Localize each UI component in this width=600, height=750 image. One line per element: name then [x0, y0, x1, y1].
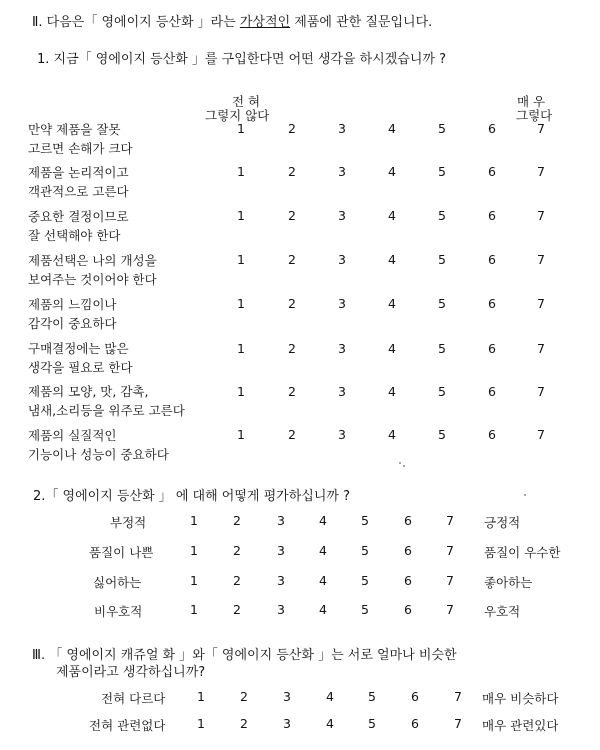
item-text-line2: 보여주는 것이어야 한다: [28, 272, 157, 287]
scale-option-3[interactable]: 3: [277, 543, 285, 558]
scale-option-3[interactable]: 3: [338, 164, 346, 179]
scale-option-6[interactable]: 6: [488, 208, 496, 223]
scale-option-3[interactable]: 3: [338, 296, 346, 311]
scale-option-6[interactable]: 6: [488, 341, 496, 356]
section2-intro-after: 제품에 관한 질문입니다.: [294, 15, 433, 30]
scale-option-3[interactable]: 3: [277, 602, 285, 617]
scale-option-3[interactable]: 3: [283, 689, 291, 704]
section3-question-line1: 「 영에이지 캐쥬얼 화 」와「 영에이지 등산화 」는 서로 얼마나 비슷한: [49, 648, 457, 663]
scale-option-1[interactable]: 1: [237, 252, 245, 267]
left-anchor: 싫어하는: [93, 575, 142, 590]
scale-option-3[interactable]: 3: [338, 341, 346, 356]
scale-option-2[interactable]: 2: [233, 543, 241, 558]
right-anchor: 매우 비슷하다: [482, 691, 559, 706]
scale-option-6[interactable]: 6: [488, 121, 496, 136]
scale-option-1[interactable]: 1: [190, 602, 198, 617]
section2-numeral: Ⅱ.: [32, 15, 43, 30]
scale-option-2[interactable]: 2: [288, 208, 296, 223]
scale-option-5[interactable]: 5: [438, 384, 446, 399]
scan-speck: [403, 465, 405, 467]
section2-header: [32, 11, 432, 30]
scale-option-3[interactable]: 3: [338, 252, 346, 267]
scale-option-5[interactable]: 5: [438, 121, 446, 136]
scale-option-5[interactable]: 5: [438, 427, 446, 442]
right-anchor: 매우 관련있다: [482, 718, 559, 733]
scale-option-7[interactable]: 7: [454, 716, 462, 731]
scale-option-5[interactable]: 5: [361, 602, 369, 617]
scale-option-4[interactable]: 4: [388, 341, 396, 356]
scale-option-1[interactable]: 1: [237, 121, 245, 136]
scan-speck: [524, 494, 526, 496]
scale-option-4[interactable]: 4: [388, 384, 396, 399]
scale-option-1[interactable]: 1: [237, 341, 245, 356]
item-text-line2: 감각이 중요하다: [28, 316, 117, 331]
left-anchor: 비우호적: [94, 604, 143, 619]
item-text-line2: 냄새,소리등을 위주로 고른다: [28, 403, 185, 418]
question-1: 1. 지금「 영에이지 등산화 」를 구입한다면 어떤 생각을 하시겠습니까 ?: [37, 52, 447, 67]
scale-option-3[interactable]: 3: [283, 716, 291, 731]
scale-option-6[interactable]: 6: [404, 573, 412, 588]
left-anchor: 전혀 다르다: [101, 691, 166, 706]
scale-option-3[interactable]: 3: [338, 208, 346, 223]
scale-option-5[interactable]: 5: [438, 164, 446, 179]
scale-option-1[interactable]: 1: [237, 164, 245, 179]
scale-option-2[interactable]: 2: [288, 252, 296, 267]
scale-option-6[interactable]: 6: [411, 689, 419, 704]
item-text-line1: 제품의 느낌이나: [28, 297, 117, 312]
scale-right-label-1: 매 우: [517, 94, 546, 109]
scale-option-2[interactable]: 2: [288, 384, 296, 399]
item-text-line1: 만약 제품을 잘못: [28, 122, 121, 137]
scale-option-2[interactable]: 2: [288, 427, 296, 442]
scale-left-label-1: 전 혀: [232, 94, 261, 109]
item-text-line1: 구매결정에는 많은: [28, 341, 129, 356]
scale-option-7[interactable]: 7: [537, 121, 545, 136]
section2-intro-before: 다음은「 영에이지 등산화 」라는: [46, 15, 236, 30]
scale-option-6[interactable]: 6: [411, 716, 419, 731]
item-text-line1: 제품의 모양, 맛, 감촉,: [28, 384, 149, 399]
scale-option-2[interactable]: 2: [240, 689, 248, 704]
scale-option-6[interactable]: 6: [488, 296, 496, 311]
scale-option-7[interactable]: 7: [537, 296, 545, 311]
scale-option-5[interactable]: 5: [438, 296, 446, 311]
scale-option-2[interactable]: 2: [288, 121, 296, 136]
scale-option-4[interactable]: 4: [388, 121, 396, 136]
item-text-line2: 생각을 필요로 한다: [28, 360, 133, 375]
scale-option-4[interactable]: 4: [388, 252, 396, 267]
right-anchor: 품질이 우수한: [484, 545, 561, 560]
scale-option-7[interactable]: 7: [537, 252, 545, 267]
scale-option-4[interactable]: 4: [319, 573, 327, 588]
scale-option-7[interactable]: 7: [446, 573, 454, 588]
item-text-line2: 고르면 손해가 크다: [28, 141, 133, 156]
scale-option-1[interactable]: 1: [237, 296, 245, 311]
scale-option-3[interactable]: 3: [338, 427, 346, 442]
scale-option-2[interactable]: 2: [240, 716, 248, 731]
left-anchor: 품질이 나쁜: [89, 545, 154, 560]
scale-option-4[interactable]: 4: [388, 208, 396, 223]
left-anchor: 전혀 관련없다: [89, 718, 166, 733]
scale-option-1[interactable]: 1: [190, 573, 198, 588]
scan-speck: [399, 462, 401, 464]
item-text-line1: 제품선택은 나의 개성을: [28, 253, 157, 268]
scale-option-6[interactable]: 6: [488, 252, 496, 267]
scale-option-2[interactable]: 2: [233, 573, 241, 588]
scale-option-6[interactable]: 6: [404, 543, 412, 558]
scale-option-5[interactable]: 5: [438, 341, 446, 356]
scale-option-6[interactable]: 6: [488, 384, 496, 399]
scale-option-4[interactable]: 4: [319, 513, 327, 528]
scale-option-5[interactable]: 5: [438, 252, 446, 267]
scale-option-4[interactable]: 4: [319, 602, 327, 617]
right-anchor: 긍정적: [484, 515, 521, 530]
scale-option-1[interactable]: 1: [190, 543, 198, 558]
item-text-line1: 제품을 논리적이고: [28, 165, 129, 180]
scale-option-7[interactable]: 7: [537, 208, 545, 223]
right-anchor: 우호적: [484, 604, 521, 619]
section2-intro-underlined: 가상적인: [239, 15, 291, 30]
scale-option-1[interactable]: 1: [197, 689, 205, 704]
scale-right-label-2: 그렇다: [516, 108, 553, 123]
scale-option-3[interactable]: 3: [338, 384, 346, 399]
scale-option-5[interactable]: 5: [361, 543, 369, 558]
scale-option-2[interactable]: 2: [233, 513, 241, 528]
section3-question-line2: 제품이라고 생각하십니까?: [56, 665, 206, 680]
scale-option-7[interactable]: 7: [537, 164, 545, 179]
scale-option-7[interactable]: 7: [537, 341, 545, 356]
scale-option-3[interactable]: 3: [277, 573, 285, 588]
scale-option-2[interactable]: 2: [288, 341, 296, 356]
scale-option-1[interactable]: 1: [237, 208, 245, 223]
scale-option-6[interactable]: 6: [404, 602, 412, 617]
scale-option-4[interactable]: 4: [319, 543, 327, 558]
scale-option-2[interactable]: 2: [288, 296, 296, 311]
scale-option-6[interactable]: 6: [488, 427, 496, 442]
scale-option-5[interactable]: 5: [368, 716, 376, 731]
scale-option-1[interactable]: 1: [237, 384, 245, 399]
question-2: 2.「 영에이지 등산화 」 에 대해 어떻게 평가하십니까 ?: [33, 489, 350, 504]
scale-left-label-2: 그렇지 않다: [205, 108, 270, 123]
scale-option-7[interactable]: 7: [454, 689, 462, 704]
scale-option-7[interactable]: 7: [446, 543, 454, 558]
scale-option-6[interactable]: 6: [404, 513, 412, 528]
item-text-line2: 기능이나 성능이 중요하다: [28, 447, 169, 462]
scale-option-3[interactable]: 3: [338, 121, 346, 136]
scale-option-6[interactable]: 6: [488, 164, 496, 179]
scale-option-5[interactable]: 5: [368, 689, 376, 704]
right-anchor: 좋아하는: [484, 575, 533, 590]
scale-option-4[interactable]: 4: [326, 689, 334, 704]
scale-option-2[interactable]: 2: [288, 164, 296, 179]
scale-option-1[interactable]: 1: [190, 513, 198, 528]
item-text-line2: 잘 선택해야 한다: [28, 228, 121, 243]
scale-option-7[interactable]: 7: [537, 427, 545, 442]
item-text-line2: 객관적으로 고른다: [28, 184, 129, 199]
scale-option-3[interactable]: 3: [277, 513, 285, 528]
scale-option-4[interactable]: 4: [388, 427, 396, 442]
scale-option-5[interactable]: 5: [438, 208, 446, 223]
scale-option-1[interactable]: 1: [197, 716, 205, 731]
scale-option-7[interactable]: 7: [446, 602, 454, 617]
scale-option-2[interactable]: 2: [233, 602, 241, 617]
item-text-line1: 중요한 결정이므로: [28, 209, 129, 224]
left-anchor: 부정적: [110, 515, 147, 530]
scale-option-4[interactable]: 4: [388, 296, 396, 311]
scale-option-5[interactable]: 5: [361, 513, 369, 528]
section3-numeral: Ⅲ.: [32, 648, 46, 663]
scale-option-7[interactable]: 7: [537, 384, 545, 399]
scale-option-1[interactable]: 1: [237, 427, 245, 442]
scale-option-4[interactable]: 4: [326, 716, 334, 731]
scale-option-4[interactable]: 4: [388, 164, 396, 179]
item-text-line1: 제품의 실질적인: [28, 428, 117, 443]
scale-option-7[interactable]: 7: [446, 513, 454, 528]
scale-option-5[interactable]: 5: [361, 573, 369, 588]
